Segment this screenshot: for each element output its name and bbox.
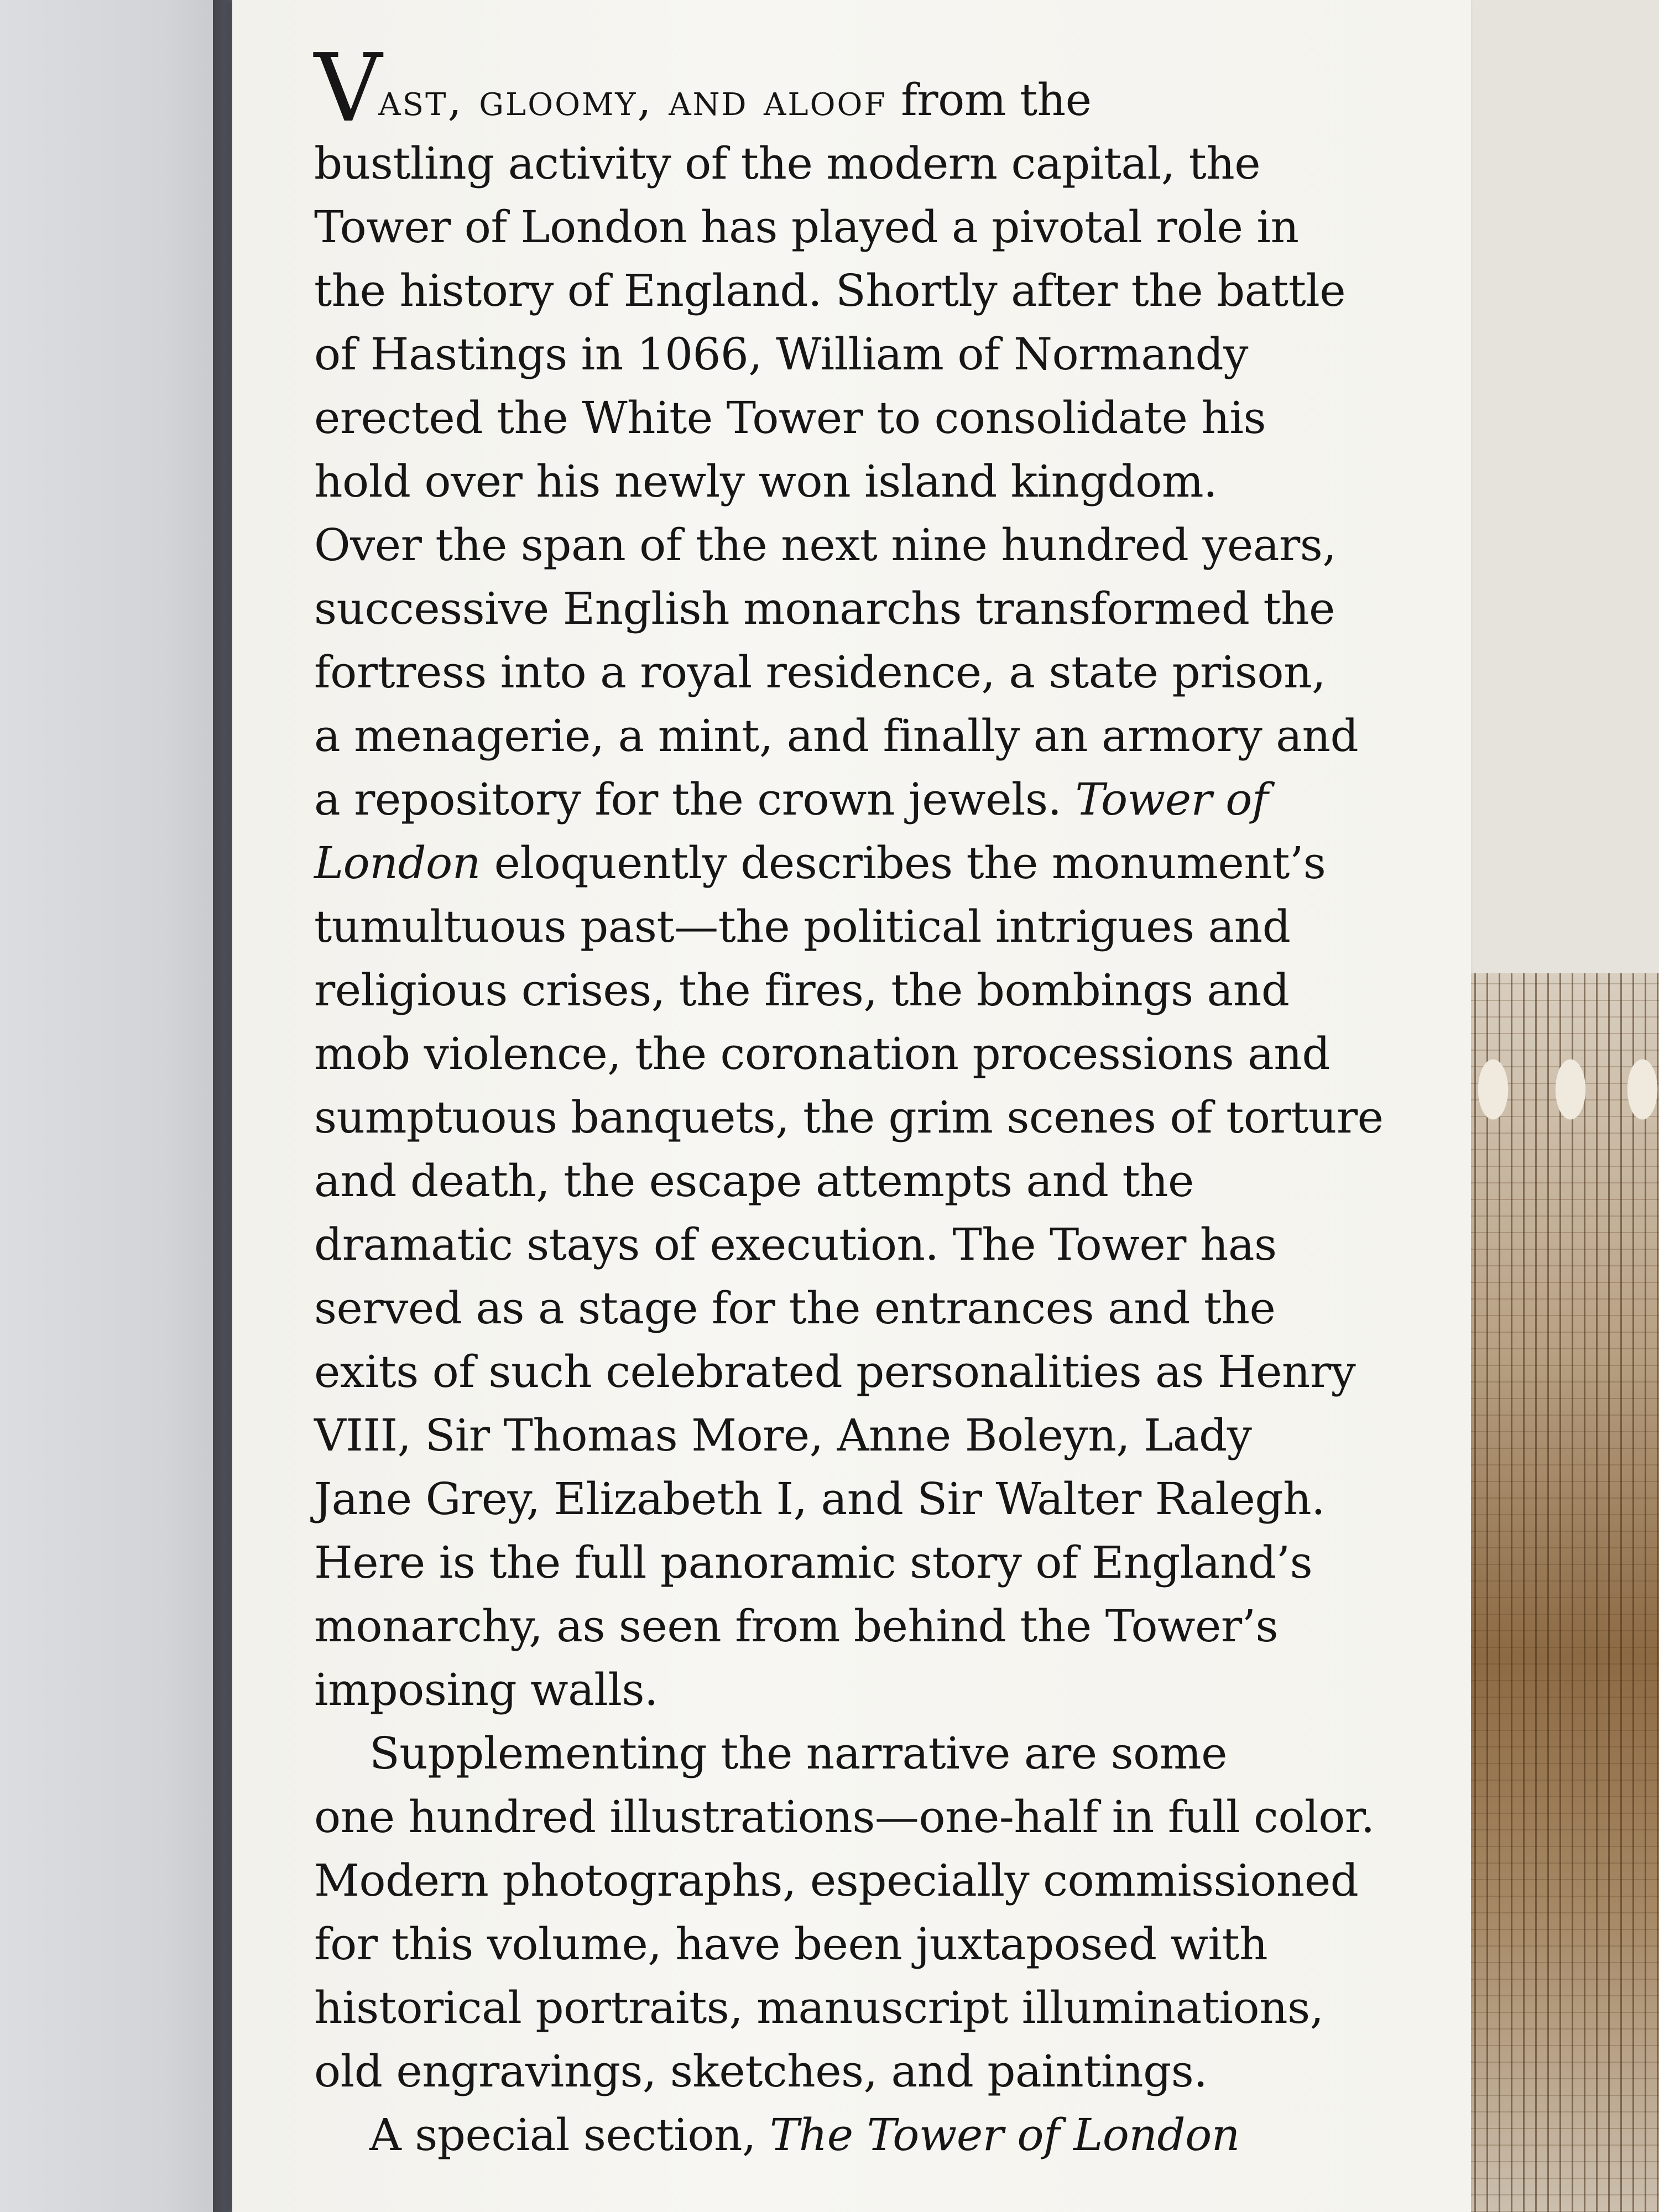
- text-line: hold over his newly won island kingdom.: [314, 456, 1218, 507]
- text-line: imposing walls.: [314, 1664, 658, 1715]
- text-line: bustling activity of the modern capital, the: [314, 138, 1261, 189]
- text-line: Tower of London has played a pivotal role in: [314, 201, 1299, 253]
- flap-text: [314, 34, 1384, 2167]
- text-line: served as a stage for the entrances and the: [314, 1282, 1276, 1334]
- text-line: exits of such celebrated personalities as Henry: [314, 1346, 1356, 1397]
- text-line: Jane Grey, Elizabeth I, and Sir Walter Ralegh.: [314, 1473, 1326, 1525]
- text-line: sumptuous banquets, the grim scenes of torture: [314, 1092, 1384, 1143]
- text-line: Supplementing the narrative are some: [369, 1728, 1227, 1779]
- text-line: Over the span of the next nine hundred years,: [314, 519, 1337, 571]
- text-line: dramatic stays of execution. The Tower has: [314, 1219, 1277, 1270]
- text-line: VIII, Sir Thomas More, Anne Boleyn, Lady: [314, 1410, 1252, 1461]
- text-line: successive English monarchs transformed the: [314, 583, 1335, 634]
- text-line: a menagerie, a mint, and finally an armory and: [314, 710, 1359, 761]
- engraving-arches: [1460, 1018, 1659, 1161]
- text-line: historical portraits, manuscript illuminations,: [314, 1982, 1324, 2033]
- book-title-italic: London: [314, 837, 481, 889]
- text-line: Vast, gloomy, and aloof from the: [314, 34, 1092, 143]
- drop-cap: V: [314, 34, 382, 143]
- text-line: monarchy, as seen from behind the Tower’s: [314, 1600, 1279, 1652]
- book-jacket-flap: [232, 0, 1471, 2212]
- text-line: a repository for the crown jewels. Tower of: [314, 774, 1268, 825]
- text-line: mob violence, the coronation processions and: [314, 1028, 1331, 1079]
- text-line: London eloquently describes the monument’s: [314, 837, 1326, 889]
- text-line: fortress into a royal residence, a state prison,: [314, 646, 1326, 698]
- text-line: of Hastings in 1066, William of Normandy: [314, 328, 1248, 380]
- section-title-italic: The Tower of London: [769, 2109, 1240, 2161]
- text-line: A special section, The Tower of London: [369, 2109, 1240, 2161]
- text-line: erected the White Tower to consolidate his: [314, 392, 1266, 444]
- lead-in-smallcaps: ast, gloomy, and aloof: [378, 74, 888, 126]
- text-line: Here is the full panoramic story of England’s: [314, 1537, 1313, 1588]
- background-left: [0, 0, 232, 2212]
- text-line: religious crises, the fires, the bombings and: [314, 964, 1290, 1016]
- book-title-italic: Tower of: [1075, 774, 1268, 825]
- text-line: for this volume, have been juxtaposed with: [314, 1918, 1268, 1970]
- text-line: tumultuous past—the political intrigues and: [314, 901, 1291, 952]
- text-line: Modern photographs, especially commissioned: [314, 1855, 1359, 1906]
- text-line: one hundred illustrations—one-half in full color.: [314, 1791, 1375, 1843]
- text-line: old engravings, sketches, and paintings.: [314, 2046, 1208, 2097]
- text-line: and death, the escape attempts and the: [314, 1155, 1194, 1207]
- text-line: the history of England. Shortly after the battle: [314, 265, 1346, 316]
